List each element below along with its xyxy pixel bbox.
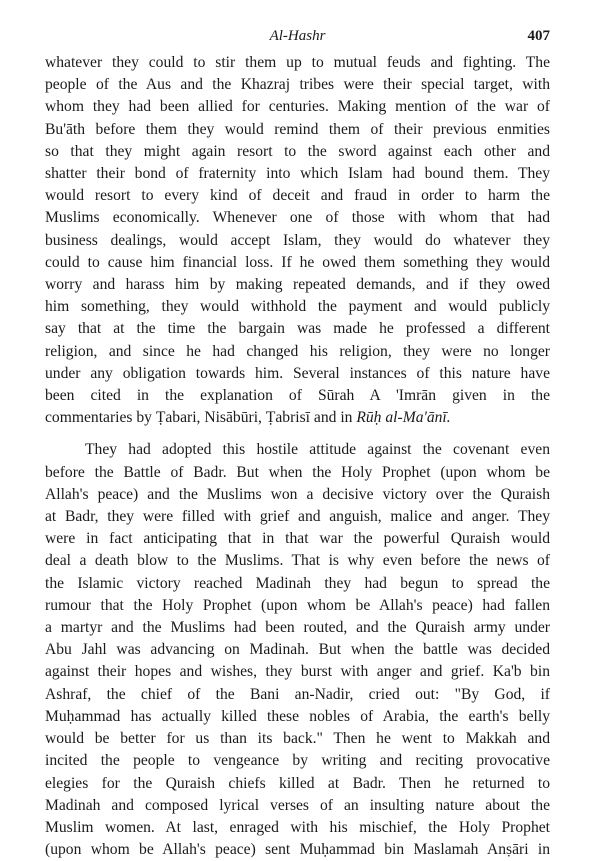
text-line [45, 407, 550, 429]
paragraph-1 [45, 52, 550, 429]
text-line: against their hopes and wishes, they burst with anger and grief. Ka'b bin [45, 663, 550, 681]
text-line: Muḥammad has actually killed these nobles of Arabia, the earth's belly [45, 707, 550, 725]
text-line: a martyr and the Muslims had been routed, and the Quraish army under [45, 619, 550, 637]
text-line: say that at the time the bargain was made he professed a different [45, 320, 550, 338]
text-line: incited the people to vengeance by writing and reciting provocative [45, 752, 550, 770]
text-line: Muslim women. At last, enraged with his mischief, the Holy Prophet [45, 818, 550, 836]
text-line: Allah's peace) and the Muslims won a decisive victory over the Quraish [45, 485, 550, 503]
text-line: Bu'āth before them they would remind them of their previous enmities [45, 120, 550, 138]
chapter-title: Al-Hashr [269, 28, 326, 44]
running-header [45, 28, 550, 50]
text-line: people of the Aus and the Khazraj tribes were their special target, with [45, 76, 550, 94]
text-line: deal a death blow to the Muslims. That is why even before the news of [45, 552, 550, 570]
text-line: before the Battle of Badr. But when the Holy Prophet (upon whom be [45, 463, 550, 481]
text-line: business dealings, would accept Islam, they would do whatever they [45, 231, 550, 249]
text-line: Muslims economically. Whenever one of those with whom that had [45, 209, 550, 227]
text-line: at Badr, they were filled with grief and anguish, malice and anger. They [45, 508, 550, 526]
text-line: Ashraf, the chief of the Bani an-Nadir, cried out: "By God, if [45, 685, 550, 703]
document-page [45, 28, 550, 861]
text-line: were in fact anticipating that in that war the powerful Quraish would [45, 530, 550, 548]
text-line: worry and harass him by making repeated demands, and if they owed [45, 276, 550, 294]
text-line: been cited in the explanation of Sūrah A 'Imrān given in the [45, 387, 550, 405]
text-line: would be better for us than its back." Then he went to Makkah and [45, 730, 550, 748]
text-line: so that they might again resort to the sword against each other and [45, 142, 550, 160]
text-line: (upon whom be Allah's peace) sent Muḥammad bin Maslamah Anṣāri in [45, 841, 550, 859]
text-line: They had adopted this hostile attitude against the covenant even [85, 441, 550, 459]
text-line: whatever they could to stir them up to mutual feuds and fighting. The [45, 54, 550, 71]
text-line: elegies for the Quraish chiefs killed at Badr. Then he returned to [45, 774, 550, 792]
text-line: Abu Jahl was advancing on Madinah. But when the battle was decided [45, 641, 550, 659]
text-line: would resort to every kind of deceit and fraud in order to harm the [45, 187, 550, 205]
text-line: whom they had been allied for centuries. Making mention of the war of [45, 98, 550, 116]
text-line: religion, and since he had changed his religion, they were no longer [45, 342, 550, 360]
text-line: the Islamic victory reached Madinah they had begun to spread the [45, 574, 550, 592]
text-line: him something, they would withhold the payment and would publicly [45, 298, 550, 316]
text-line-prefix: commentaries by Ṭabari, Nisābūri, Ṭabrisī and in [45, 409, 357, 427]
text-line: could to cause him financial loss. If he owed them something they would [45, 253, 550, 271]
text-line: Madinah and composed lyrical verses of an insulting nature about the [45, 796, 550, 814]
text-line: shatter their bond of fraternity into which Islam had bound them. They [45, 165, 550, 183]
page-number: 407 [527, 28, 550, 44]
text-line: rumour that the Holy Prophet (upon whom be Allah's peace) had fallen [45, 596, 550, 614]
paragraph-2 [45, 439, 550, 861]
text-line: under any obligation towards him. Several instances of this nature have [45, 364, 550, 382]
italic-title: Rūḥ al-Ma'ānī. [356, 409, 451, 427]
